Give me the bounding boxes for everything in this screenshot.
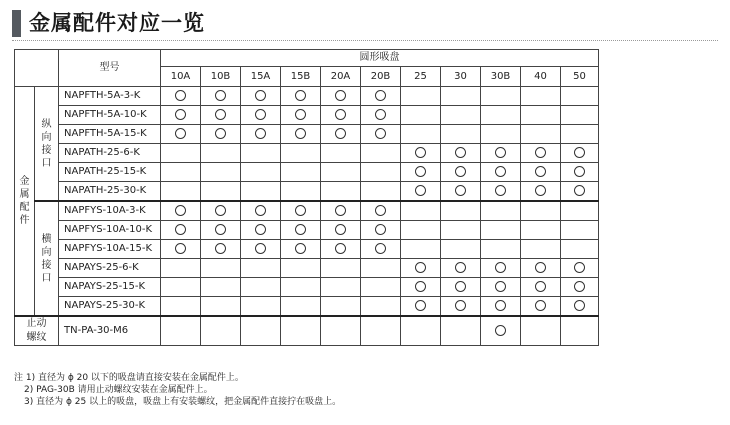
compat-cell <box>401 201 441 221</box>
compatible-mark-icon <box>455 300 466 311</box>
model-name: NAPFYS-10A-15-K <box>59 240 161 259</box>
compatible-mark-icon <box>415 281 426 292</box>
compat-cell <box>481 106 521 125</box>
compatible-mark-icon <box>255 224 266 235</box>
compat-cell <box>281 278 321 297</box>
compat-cell <box>481 278 521 297</box>
note-1: 注 1) 直径为 ϕ 20 以下的吸盘请直接安装在金属配件上。 <box>14 373 244 383</box>
compatible-mark-icon <box>255 109 266 120</box>
compatible-mark-icon <box>415 300 426 311</box>
compat-cell <box>401 259 441 278</box>
category-metal-fittings <box>15 87 35 317</box>
model-name: TN-PA-30-M6 <box>59 316 161 346</box>
compat-cell <box>561 201 599 221</box>
compat-cell <box>321 125 361 144</box>
model-header: 型号 <box>59 50 161 87</box>
compatible-mark-icon <box>295 224 306 235</box>
compat-cell <box>361 106 401 125</box>
compatible-mark-icon <box>574 262 585 273</box>
compat-cell <box>481 221 521 240</box>
compat-cell <box>281 221 321 240</box>
compat-cell <box>401 316 441 346</box>
category-vertical-port <box>35 87 59 202</box>
compat-cell <box>521 87 561 106</box>
compat-cell <box>561 240 599 259</box>
compat-cell <box>561 125 599 144</box>
compat-cell <box>321 259 361 278</box>
table-row <box>15 163 599 182</box>
compat-cell <box>281 297 321 317</box>
header-blank-cell <box>15 50 59 87</box>
compat-cell <box>281 259 321 278</box>
compat-cell <box>241 125 281 144</box>
title-divider <box>12 40 718 41</box>
compatible-mark-icon <box>415 262 426 273</box>
compat-cell <box>361 144 401 163</box>
compat-cell <box>401 87 441 106</box>
compatible-mark-icon <box>375 90 386 101</box>
compat-cell <box>521 163 561 182</box>
table-row <box>15 125 599 144</box>
compat-cell <box>481 297 521 317</box>
compat-cell <box>521 278 561 297</box>
compat-cell <box>401 240 441 259</box>
compat-cell <box>281 201 321 221</box>
compat-cell <box>561 278 599 297</box>
compatible-mark-icon <box>535 166 546 177</box>
compatible-mark-icon <box>535 281 546 292</box>
compatible-mark-icon <box>375 224 386 235</box>
compat-cell <box>401 297 441 317</box>
compat-cell <box>281 144 321 163</box>
compat-cell <box>241 221 281 240</box>
compat-cell <box>521 106 561 125</box>
table-row <box>15 106 599 125</box>
compatible-mark-icon <box>255 205 266 216</box>
compatible-mark-icon <box>295 90 306 101</box>
compat-cell <box>401 144 441 163</box>
model-name: NAPAYS-25-15-K <box>59 278 161 297</box>
compatible-mark-icon <box>175 205 186 216</box>
compat-cell <box>401 125 441 144</box>
compat-cell <box>361 316 401 346</box>
compat-cell <box>401 163 441 182</box>
compatible-mark-icon <box>574 281 585 292</box>
compatible-mark-icon <box>495 281 506 292</box>
compat-cell <box>361 87 401 106</box>
compat-cell <box>561 182 599 202</box>
compatible-mark-icon <box>375 205 386 216</box>
size-header: 50 <box>561 67 599 87</box>
compatible-mark-icon <box>535 300 546 311</box>
compatible-mark-icon <box>415 185 426 196</box>
compat-cell <box>241 144 281 163</box>
compatible-mark-icon <box>295 109 306 120</box>
compat-cell <box>321 182 361 202</box>
compat-cell <box>441 316 481 346</box>
compat-cell <box>161 259 201 278</box>
compat-cell <box>561 316 599 346</box>
size-header: 25 <box>401 67 441 87</box>
compat-cell <box>521 182 561 202</box>
compat-cell <box>321 316 361 346</box>
compatible-mark-icon <box>535 262 546 273</box>
compat-cell <box>281 316 321 346</box>
size-header: 20B <box>361 67 401 87</box>
compat-cell <box>201 259 241 278</box>
compat-cell <box>361 182 401 202</box>
compatible-mark-icon <box>574 166 585 177</box>
compatible-mark-icon <box>455 147 466 158</box>
compat-cell <box>361 221 401 240</box>
compat-cell <box>441 297 481 317</box>
compat-cell <box>281 125 321 144</box>
compat-cell <box>201 278 241 297</box>
compatible-mark-icon <box>335 128 346 139</box>
compatible-mark-icon <box>495 325 506 336</box>
compat-cell <box>441 144 481 163</box>
compat-cell <box>521 316 561 346</box>
compatible-mark-icon <box>574 185 585 196</box>
compat-cell <box>521 221 561 240</box>
compat-cell <box>481 240 521 259</box>
table-row <box>15 316 599 346</box>
compat-cell <box>161 297 201 317</box>
compatible-mark-icon <box>415 147 426 158</box>
compat-cell <box>521 297 561 317</box>
compat-cell <box>201 201 241 221</box>
cup-header: 圆形吸盘 <box>161 50 599 67</box>
compat-cell <box>321 163 361 182</box>
compat-cell <box>561 87 599 106</box>
compat-cell <box>401 278 441 297</box>
table-row <box>15 87 599 106</box>
compatible-mark-icon <box>574 300 585 311</box>
compatible-mark-icon <box>175 90 186 101</box>
compat-cell <box>161 163 201 182</box>
compat-cell <box>241 240 281 259</box>
notes <box>14 372 341 408</box>
compatible-mark-icon <box>535 147 546 158</box>
table-row <box>15 240 599 259</box>
compat-cell <box>481 201 521 221</box>
size-header: 20A <box>321 67 361 87</box>
compat-cell <box>161 316 201 346</box>
compat-cell <box>441 221 481 240</box>
compat-cell <box>481 316 521 346</box>
compat-cell <box>321 278 361 297</box>
compat-cell <box>561 163 599 182</box>
compatible-mark-icon <box>335 224 346 235</box>
compatible-mark-icon <box>495 300 506 311</box>
compat-cell <box>281 87 321 106</box>
compat-cell <box>161 144 201 163</box>
compat-cell <box>361 125 401 144</box>
compatible-mark-icon <box>215 90 226 101</box>
compat-cell <box>161 182 201 202</box>
compat-cell <box>241 182 281 202</box>
model-name: NAPAYS-25-6-K <box>59 259 161 278</box>
compatible-mark-icon <box>335 205 346 216</box>
compat-cell <box>481 182 521 202</box>
compat-cell <box>481 144 521 163</box>
table-row <box>15 278 599 297</box>
category-anti-rotation <box>15 316 59 346</box>
size-header: 15B <box>281 67 321 87</box>
compat-cell <box>281 240 321 259</box>
compatible-mark-icon <box>215 205 226 216</box>
compatible-mark-icon <box>215 243 226 254</box>
model-name: NAPFYS-10A-3-K <box>59 201 161 221</box>
compat-cell <box>521 144 561 163</box>
compat-cell <box>281 182 321 202</box>
compat-cell <box>521 125 561 144</box>
category-metal-fittings-text: 金 属 配 件 <box>19 176 30 226</box>
compat-cell <box>561 297 599 317</box>
compat-cell <box>401 182 441 202</box>
compat-cell <box>321 87 361 106</box>
model-name: NAPFTH-5A-3-K <box>59 87 161 106</box>
table-row <box>15 144 599 163</box>
compatible-mark-icon <box>295 243 306 254</box>
table-row <box>15 259 599 278</box>
compatible-mark-icon <box>255 90 266 101</box>
compat-cell <box>201 182 241 202</box>
compat-cell <box>241 316 281 346</box>
compat-cell <box>161 240 201 259</box>
compat-cell <box>241 278 281 297</box>
model-name: NAPATH-25-15-K <box>59 163 161 182</box>
compat-cell <box>441 163 481 182</box>
compat-cell <box>201 163 241 182</box>
compat-cell <box>201 144 241 163</box>
compat-cell <box>201 297 241 317</box>
compat-cell <box>161 278 201 297</box>
compat-cell <box>161 106 201 125</box>
size-header: 15A <box>241 67 281 87</box>
model-name: NAPFTH-5A-15-K <box>59 125 161 144</box>
table-row <box>15 297 599 317</box>
compat-cell <box>561 144 599 163</box>
compat-cell <box>441 259 481 278</box>
compat-cell <box>481 163 521 182</box>
compatible-mark-icon <box>375 109 386 120</box>
model-name: NAPATH-25-30-K <box>59 182 161 202</box>
compat-cell <box>441 125 481 144</box>
compatible-mark-icon <box>175 243 186 254</box>
compat-cell <box>241 201 281 221</box>
model-name: NAPATH-25-6-K <box>59 144 161 163</box>
compatible-mark-icon <box>455 166 466 177</box>
compat-cell <box>361 259 401 278</box>
compat-cell <box>481 87 521 106</box>
compatible-mark-icon <box>455 262 466 273</box>
compat-cell <box>441 278 481 297</box>
category-vertical-port-text: 纵 向 接 口 <box>41 118 52 169</box>
note-2: 2) PAG-30B 请用止动螺纹安装在金属配件上。 <box>24 385 213 395</box>
table-row <box>15 221 599 240</box>
compat-cell <box>241 163 281 182</box>
compat-cell <box>401 106 441 125</box>
compat-cell <box>361 278 401 297</box>
table-row <box>15 201 599 221</box>
compat-cell <box>481 125 521 144</box>
compat-cell <box>281 106 321 125</box>
model-name: NAPFTH-5A-10-K <box>59 106 161 125</box>
size-header: 10B <box>201 67 241 87</box>
compat-cell <box>241 106 281 125</box>
compatible-mark-icon <box>455 185 466 196</box>
compat-cell <box>201 221 241 240</box>
note-3: 3) 直径为 ϕ 25 以上的吸盘，吸盘上有安装螺纹，把金属配件直接拧在吸盘上。 <box>24 397 342 407</box>
compatible-mark-icon <box>574 147 585 158</box>
compatible-mark-icon <box>215 128 226 139</box>
compat-cell <box>201 316 241 346</box>
table-row <box>15 182 599 202</box>
compatible-mark-icon <box>495 185 506 196</box>
compatibility-table <box>14 49 599 346</box>
compatible-mark-icon <box>215 109 226 120</box>
compatible-mark-icon <box>335 243 346 254</box>
compat-cell <box>361 240 401 259</box>
compat-cell <box>321 221 361 240</box>
compat-cell <box>441 240 481 259</box>
compatible-mark-icon <box>495 166 506 177</box>
compatible-mark-icon <box>375 243 386 254</box>
compatible-mark-icon <box>495 262 506 273</box>
compat-cell <box>321 201 361 221</box>
compat-cell <box>321 240 361 259</box>
compatible-mark-icon <box>335 90 346 101</box>
compatible-mark-icon <box>255 243 266 254</box>
compat-cell <box>521 240 561 259</box>
category-anti-rotation-text: 止动 螺纹 <box>26 318 47 343</box>
size-header: 40 <box>521 67 561 87</box>
compatible-mark-icon <box>415 166 426 177</box>
compat-cell <box>401 221 441 240</box>
compat-cell <box>561 221 599 240</box>
compatible-mark-icon <box>175 224 186 235</box>
compat-cell <box>161 87 201 106</box>
compatible-mark-icon <box>175 128 186 139</box>
compat-cell <box>281 163 321 182</box>
compat-cell <box>241 297 281 317</box>
compatible-mark-icon <box>535 185 546 196</box>
compat-cell <box>361 297 401 317</box>
compatible-mark-icon <box>215 224 226 235</box>
compat-cell <box>161 201 201 221</box>
compat-cell <box>561 259 599 278</box>
compat-cell <box>361 163 401 182</box>
compat-cell <box>321 106 361 125</box>
compatible-mark-icon <box>175 109 186 120</box>
compat-cell <box>441 201 481 221</box>
title-accent-bar <box>12 10 21 37</box>
category-horizontal-port-text: 横 向 接 口 <box>41 233 52 284</box>
compatible-mark-icon <box>455 281 466 292</box>
compat-cell <box>361 201 401 221</box>
compatible-mark-icon <box>255 128 266 139</box>
compat-cell <box>441 87 481 106</box>
category-horizontal-port <box>35 201 59 316</box>
size-header: 10A <box>161 67 201 87</box>
compat-cell <box>161 125 201 144</box>
compat-cell <box>241 259 281 278</box>
size-header: 30B <box>481 67 521 87</box>
size-header: 30 <box>441 67 481 87</box>
compat-cell <box>561 106 599 125</box>
compatible-mark-icon <box>335 109 346 120</box>
compat-cell <box>441 182 481 202</box>
compat-cell <box>521 201 561 221</box>
compat-cell <box>201 125 241 144</box>
compat-cell <box>441 106 481 125</box>
compat-cell <box>201 87 241 106</box>
compat-cell <box>201 106 241 125</box>
compat-cell <box>481 259 521 278</box>
page-title: 金属配件对应一览 <box>29 11 205 35</box>
compatible-mark-icon <box>375 128 386 139</box>
compat-cell <box>321 297 361 317</box>
compatible-mark-icon <box>295 205 306 216</box>
compat-cell <box>521 259 561 278</box>
model-name: NAPAYS-25-30-K <box>59 297 161 317</box>
model-name: NAPFYS-10A-10-K <box>59 221 161 240</box>
compatible-mark-icon <box>495 147 506 158</box>
compat-cell <box>241 87 281 106</box>
compatible-mark-icon <box>295 128 306 139</box>
compat-cell <box>321 144 361 163</box>
compat-cell <box>161 221 201 240</box>
compat-cell <box>201 240 241 259</box>
